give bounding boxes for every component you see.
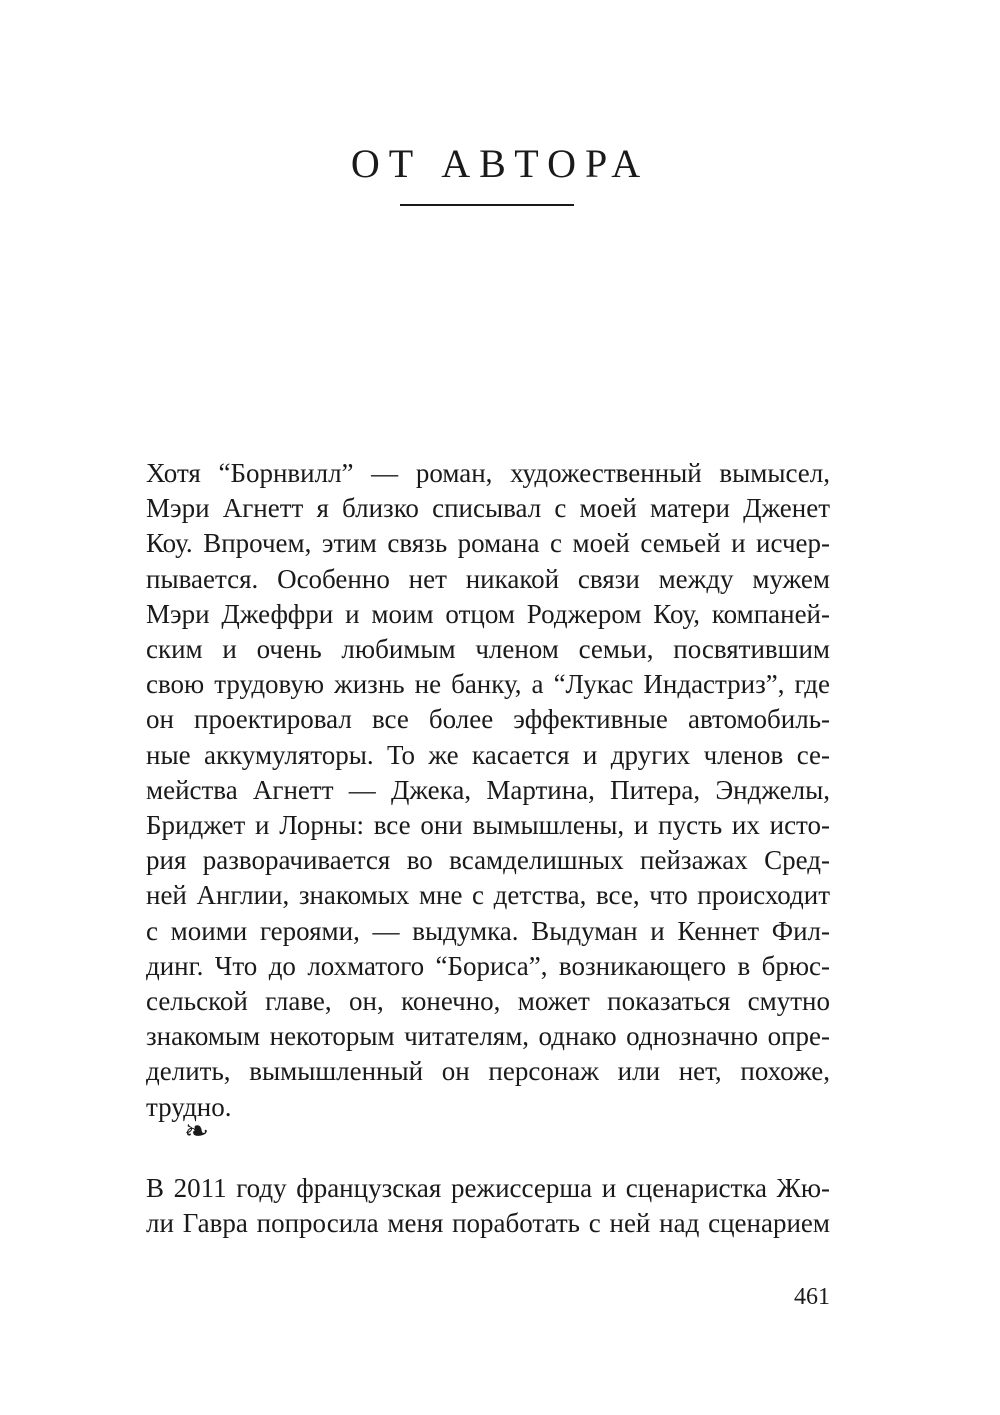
- floral-heart-icon: ❧: [184, 1114, 210, 1149]
- text-line: делить, вымышленный он персонаж или нет, похоже,: [146, 1056, 830, 1087]
- text-line: свою трудовую жизнь не банку, а “Лукас Индастриз”, где: [146, 669, 830, 700]
- paragraph-author-note: [146, 456, 830, 1125]
- text-line: он проектировал все более эффективные автомобиль-: [146, 704, 830, 735]
- paragraph-1: [146, 456, 830, 1125]
- text-line: ским и очень любимым членом семьи, посвятившим: [146, 634, 830, 665]
- text-line: Мэри Джеффри и моим отцом Роджером Коу, компаней-: [146, 598, 830, 629]
- paragraph-2: [146, 1171, 830, 1241]
- text-line: В 2011 году французская режиссерша и сценаристка Жю-: [146, 1173, 830, 1203]
- text-line: Бриджет и Лорны: все они вымышлены, и пусть их исто-: [146, 810, 830, 841]
- paragraph-second: [146, 1171, 830, 1241]
- text-line: ли Гавра попросила меня поработать с ней над сценарием: [146, 1208, 830, 1239]
- text-line: динг. Что до лохматого “Бориса”, возникающего в брюс-: [146, 950, 830, 981]
- page-number: 461: [794, 1284, 830, 1310]
- text-line: мейства Агнетт — Джека, Мартина, Питера, Энджелы,: [146, 774, 830, 805]
- text-line: Хотя “Борнвилл” — роман, художественный вымысел,: [146, 458, 830, 488]
- text-line: ные аккумуляторы. То же касается и других членов се-: [146, 739, 830, 770]
- text-line: пывается. Особенно нет никакой связи между мужем: [146, 563, 830, 594]
- text-line: сельской главе, он, конечно, может показаться смутно: [146, 986, 830, 1017]
- text-line: Коу. Впрочем, этим связь романа с моей семьей и исчер-: [146, 528, 830, 559]
- text-line: ней Англии, знакомых мне с детства, все, что происходит: [146, 880, 830, 911]
- chapter-title: ОТ АВТОРА: [350, 141, 650, 186]
- text-line: с моими героями, — выдумка. Выдуман и Кеннет Фил-: [146, 915, 830, 946]
- text-line: знакомым некоторым читателям, однако однозначно опре-: [146, 1021, 830, 1052]
- title-underline-rule: [400, 204, 574, 206]
- text-line: трудно.: [146, 1091, 232, 1122]
- text-line: рия разворачивается во всамделишных пейзажах Сред-: [146, 845, 830, 876]
- text-line: Мэри Агнетт я близко списывал с моей матери Дженет: [146, 493, 830, 524]
